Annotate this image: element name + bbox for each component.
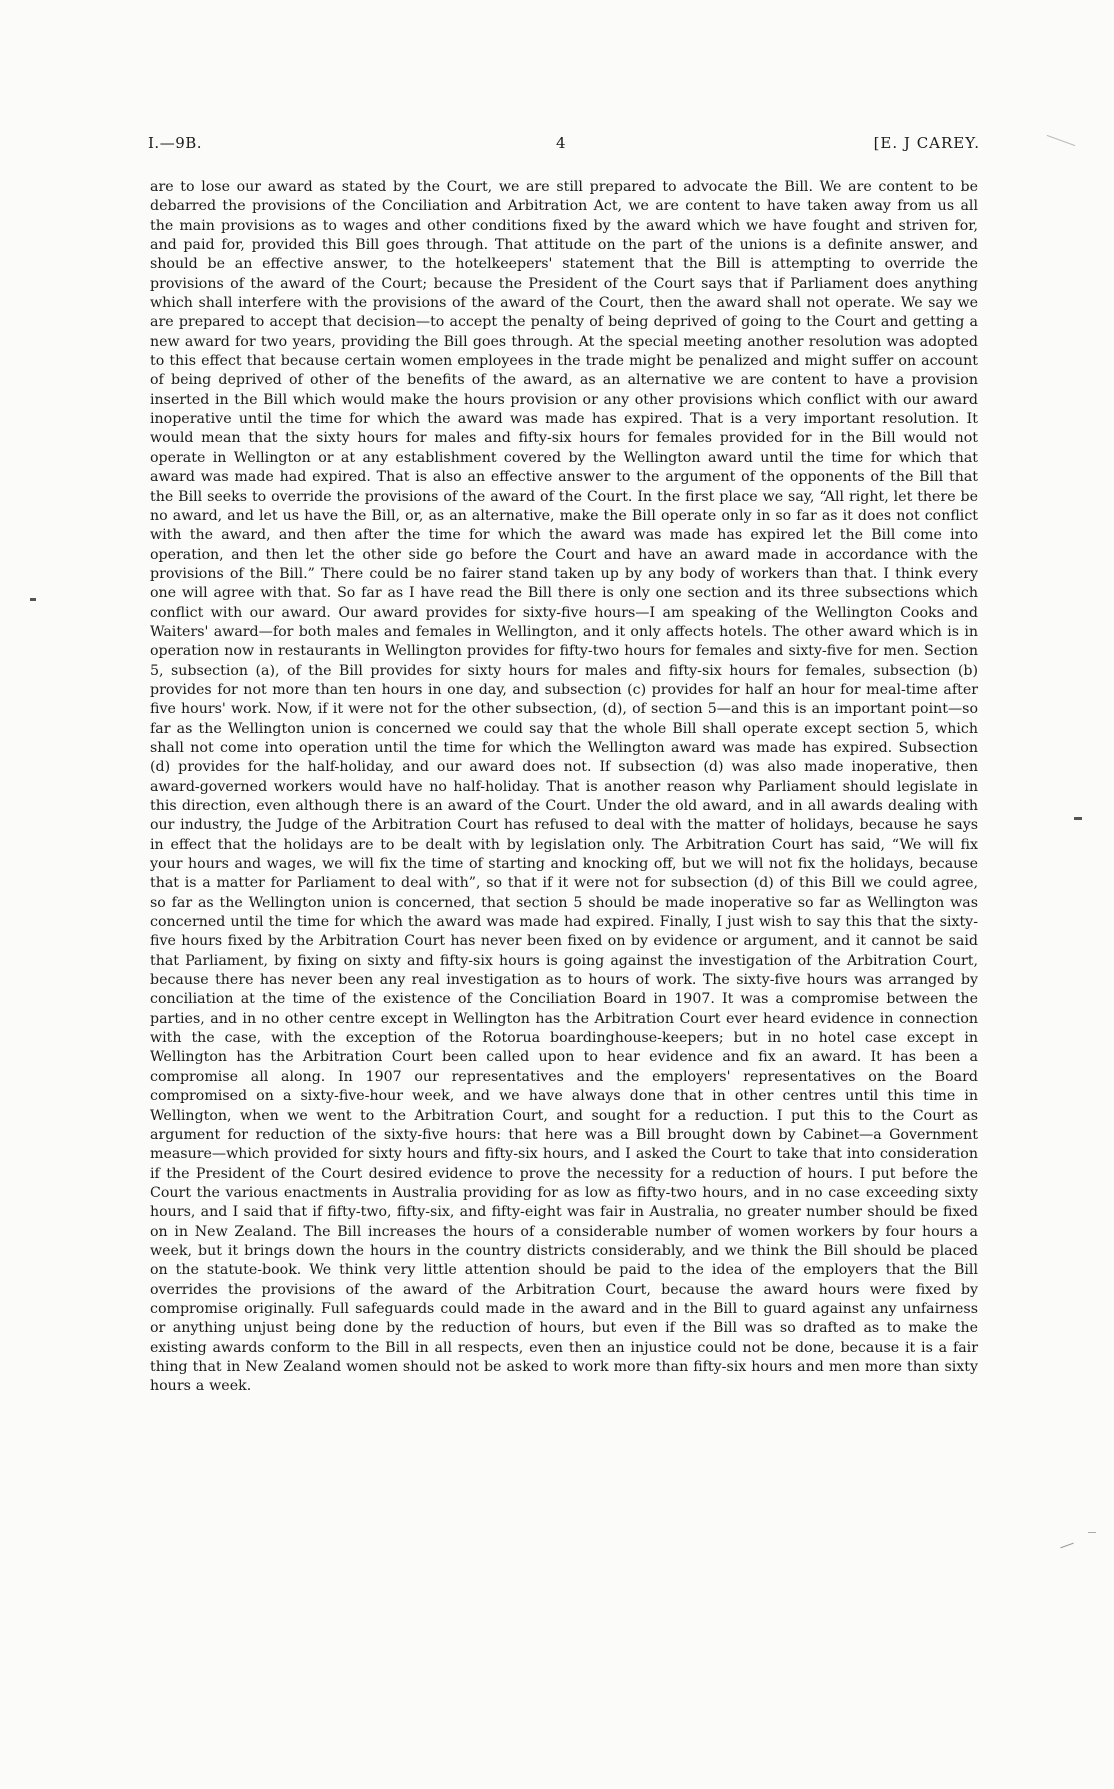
- scan-artifact: [1088, 1532, 1096, 1533]
- margin-mark: [30, 598, 36, 601]
- document-reference: I.—9B.: [148, 134, 203, 152]
- page-number: 4: [556, 134, 567, 152]
- scan-artifact: [1060, 1543, 1073, 1549]
- margin-mark: [1074, 817, 1082, 820]
- page-header: [148, 134, 980, 156]
- scan-artifact: [1047, 135, 1076, 146]
- body-paragraph: are to lose our award as stated by the Court, we are still prepared to advocate the Bill. We are content to be debarred the provisions of the Conciliation and Arbitration Act, we are content to have taken away from us all the main provisions as to wages and other conditions fixed by the award which we have fought and striven for, and paid for, provided this Bill goes through. That attitude on the part of the unions is a definite answer, and should be an effective answer, to the hotelkeepers' statement that the Bill is attempting to override the provisions of the award of the Court; because the President of the Court says that if Parliament does anything which shall interfere with the provisions of the award of the Court, then the award shall not operate. We say we are prepared to accept that decision—to accept the penalty of being deprived of going to the Court and getting a new award for two years, providing the Bill goes through. At the special meeting another resolution was adopted to this effect that because certain women employees in the trade might be penalized and might suffer on account of being deprived of other of the benefits of the award, as an alternative we are content to have a provision inserted in the Bill which would make the hours provision or any other provisions which conflict with our award inoperative until the time for which the award was made has expired. That is a very important resolution. It would mean that the sixty hours for males and fifty-six hours for females provided for in the Bill would not operate in Wellington or at any establishment covered by the Wellington award until the time for which that award was made had expired. That is also an effective answer to the argument of the opponents of the Bill that the Bill seeks to override the provisions of the award of the Court. In the first place we say, “All right, let there be no award, and let us have the Bill, or, as an alternative, make the Bill operate only in so far as it does not conflict with the award, and then after the time for which the award was made has expired let the Bill come into operation, and then let the other side go before the Court and have an award made in accordance with the provisions of the Bill.” There could be no fairer stand taken up by any body of workers than that. I think every one will agree with that. So far as I have read the Bill there is only one section and its three subsections which conflict with our award. Our award provides for sixty-five hours—I am speaking of the Wellington Cooks and Waiters' award—for both males and females in Wellington, and it only affects hotels. The other award which is in operation now in restaurants in Wellington provides for fifty-two hours for females and sixty-five for men. Section 5, subsection (a), of the Bill provides for sixty hours for males and fifty-six hours for females, subsection (b) provides for not more than ten hours in one day, and subsection (c) provides for half an hour for meal-time after five hours' work. Now, if it were not for the other subsection, (d), of section 5—and this is an important point—so far as the Wellington union is concerned we could say that the whole Bill shall operate except section 5, which shall not come into operation until the time for which the Wellington award was made has expired. Subsection (d) provides for the half-holiday, and our award does not. If subsection (d) was also made inoperative, then award-governed workers would have no half-holiday. That is another reason why Parliament should legislate in this direction, even although there is an award of the Court. Under the old award, and in all awards dealing with our industry, the Judge of the Arbitration Court has refused to deal with the matter of holidays, because he says in effect that the holidays are to be dealt with by legislation only. The Arbitration Court has said, “We will fix your hours and wages, we will fix the time of starting and knocking off, but we will not fix the holidays, because that is a matter for Parliament to deal with”, so that if it were not for subsection (d) of this Bill we could agree, so far as the Wellington union is concerned, that section 5 should be made inoperative so far as Wellington was concerned until the time for which the award was made had expired. Finally, I just wish to say this that the sixty-five hours fixed by the Arbitration Court has never been fixed on by evidence or argument, and it cannot be said that Parliament, by fixing on sixty and fifty-six hours is going against the investigation of the Arbitration Court, because there has never been any real investigation as to hours of work. The sixty-five hours was arranged by conciliation at the time of the existence of the Conciliation Board in 1907. It was a compromise between the parties, and in no other centre except in Wellington has the Arbitration Court ever heard evidence in connection with the case, with the exception of the Rotorua boardinghouse-keepers; but in no hotel case except in Wellington has the Arbitration Court been called upon to hear evidence and fix an award. It has been a compromise all along. In 1907 our representatives and the employers' representatives on the Board compromised on a sixty-five-hour week, and we have always done that in other centres until this time in Wellington, when we went to the Arbitration Court, and sought for a reduction. I put this to the Court as argument for reduction of the sixty-five hours: that here was a Bill brought down by Cabinet—a Government measure—which provided for sixty hours and fifty-six hours, and I asked the Court to take that into consideration if the President of the Court desired evidence to prove the necessity for a reduction of hours. I put before the Court the various enactments in Australia providing for as low as fifty-two hours, and in no case exceeding sixty hours, and I said that if fifty-two, fifty-six, and fifty-eight was fair in Australia, no greater number should be fixed on in New Zealand. The Bill increases the hours of a considerable number of women workers by four hours a week, but it brings down the hours in the country districts considerably, and we think the Bill should be placed on the statute-book. We think very little attention should be paid to the idea of the employers that the Bill overrides the provisions of the award of the Arbitration Court, because the award hours were fixed by compromise originally. Full safeguards could made in the award and in the Bill to guard against any unfairness or anything unjust being done by the reduction of hours, but even if the Bill was so drafted as to make the existing awards conform to the Bill in all respects, even then an injustice could not be done, because it is a fair thing that in New Zealand women should not be asked to work more than fifty-six hours and men more than sixty hours a week.: [150, 179, 978, 1395]
- speaker-name: [E. J CAREY.: [873, 134, 980, 152]
